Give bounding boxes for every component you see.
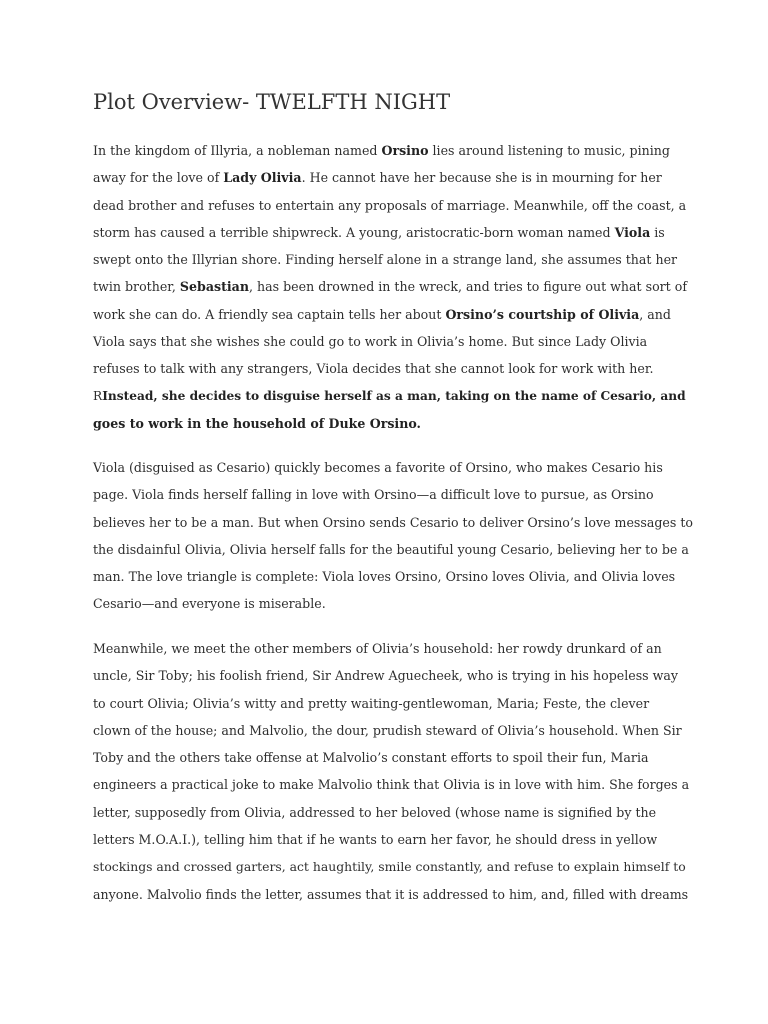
text-line bbox=[93, 662, 693, 689]
text-line bbox=[93, 536, 693, 563]
text-run: engineers a practical joke to make Malvolio think that Olivia is in love with him. She forges a bbox=[93, 777, 690, 793]
text-run: letter, supposedly from Olivia, addressed to her beloved (whose name is signified by the bbox=[93, 804, 657, 820]
text-run: to court Olivia; Olivia’s witty and pretty waiting-gentlewoman, Maria; Feste, the clever bbox=[93, 695, 650, 711]
text-run: anyone. Malvolio finds the letter, assumes that it is addressed to him, and, filled with dreams bbox=[93, 886, 689, 902]
bold-text-run: goes to work in the household of Duke Orsino. bbox=[93, 415, 421, 431]
paragraph-love-triangle bbox=[93, 454, 693, 618]
paragraph-olivia-household bbox=[93, 635, 693, 908]
text-run: twin brother, bbox=[93, 279, 180, 295]
text-run: R bbox=[93, 388, 103, 403]
text-line bbox=[93, 799, 693, 826]
text-line bbox=[93, 219, 693, 246]
text-run: dead brother and refuses to entertain any proposals of marriage. Meanwhile, off the coast, a bbox=[93, 197, 687, 213]
text-line bbox=[93, 509, 693, 536]
text-run: Cesario—and everyone is miserable. bbox=[93, 596, 326, 612]
text-run: In the kingdom of Illyria, a nobleman named bbox=[93, 143, 382, 158]
text-line bbox=[93, 273, 693, 300]
text-line bbox=[93, 635, 693, 662]
text-line bbox=[93, 410, 693, 437]
text-run: stockings and crossed garters, act haughtily, smile constantly, and refuse to explain himself to bbox=[93, 859, 686, 875]
text-line bbox=[93, 164, 693, 191]
text-run: Toby and the others take offense at Malvolio’s constant efforts to spoil their fun, Maria bbox=[93, 750, 649, 766]
text-line bbox=[93, 826, 693, 853]
bold-text-run: Viola bbox=[614, 224, 651, 240]
text-run: is bbox=[650, 224, 665, 240]
text-run: Viola (disguised as Cesario) quickly becomes a favorite of Orsino, who makes Cesario his bbox=[93, 460, 663, 475]
text-line bbox=[93, 717, 693, 744]
text-run: page. Viola finds herself falling in love with Orsino—a difficult love to pursue, as Orsino bbox=[93, 487, 654, 503]
text-line bbox=[93, 563, 693, 590]
text-line bbox=[93, 137, 693, 164]
text-run: . He cannot have her because she is in mourning for her bbox=[301, 170, 662, 186]
bold-text-run: Orsino’s courtship of Olivia bbox=[445, 306, 640, 322]
text-line bbox=[93, 301, 693, 328]
text-line bbox=[93, 355, 693, 382]
text-run: work she can do. A friendly sea captain tells her about bbox=[93, 306, 446, 322]
text-run: , and bbox=[639, 306, 671, 322]
text-run: lies around listening to music, pining bbox=[428, 143, 670, 158]
text-run: clown of the house; and Malvolio, the dour, prudish steward of Olivia’s household. When Sir bbox=[93, 722, 682, 738]
text-run: uncle, Sir Toby; his foolish friend, Sir Andrew Aguecheek, who is trying in his hopeless way bbox=[93, 668, 679, 684]
text-line bbox=[93, 590, 693, 617]
text-run: Meanwhile, we meet the other members of Olivia’s household: her rowdy drunkard of an bbox=[93, 641, 662, 656]
text-run: storm has caused a terrible shipwreck. A young, aristocratic-born woman named bbox=[93, 224, 615, 240]
text-run: letters M.O.A.I.), telling him that if he wants to earn her favor, he should dress in yellow bbox=[93, 832, 658, 848]
text-line bbox=[93, 246, 693, 273]
text-line bbox=[93, 690, 693, 717]
text-line bbox=[93, 481, 693, 508]
text-line bbox=[93, 383, 693, 410]
text-line bbox=[93, 771, 693, 798]
bold-text-run: Sebastian bbox=[179, 279, 250, 295]
text-run: the disdainful Olivia, Olivia herself falls for the beautiful young Cesario, believing her to be a bbox=[93, 541, 689, 557]
text-line bbox=[93, 328, 693, 355]
text-run: Viola says that she wishes she could go to work in Olivia’s home. But since Lady Olivia bbox=[93, 334, 648, 350]
text-line bbox=[93, 744, 693, 771]
text-line bbox=[93, 192, 693, 219]
text-run: swept onto the Illyrian shore. Finding herself alone in a strange land, she assumes that her bbox=[93, 252, 678, 268]
bold-text-run: Instead, she decides to disguise herself as a man, taking on the name of Cesario, and bbox=[102, 388, 686, 403]
paragraph-intro bbox=[93, 137, 693, 437]
text-run: man. The love triangle is complete: Viola loves Orsino, Orsino loves Olivia, and Olivia loves bbox=[93, 569, 676, 585]
text-run: believes her to be a man. But when Orsino sends Cesario to deliver Orsino’s love messages to bbox=[93, 514, 693, 530]
bold-text-run: Orsino bbox=[381, 143, 429, 158]
bold-text-run: Lady Olivia bbox=[223, 170, 302, 186]
text-line bbox=[93, 881, 693, 908]
text-run: , has been drowned in the wreck, and tries to figure out what sort of bbox=[249, 279, 687, 295]
page-title: Plot Overview- TWELFTH NIGHT bbox=[93, 90, 451, 114]
text-run: away for the love of bbox=[93, 170, 224, 186]
text-line bbox=[93, 853, 693, 880]
text-line bbox=[93, 454, 693, 481]
text-run: refuses to talk with any strangers, Viola decides that she cannot look for work with her. bbox=[93, 361, 654, 377]
